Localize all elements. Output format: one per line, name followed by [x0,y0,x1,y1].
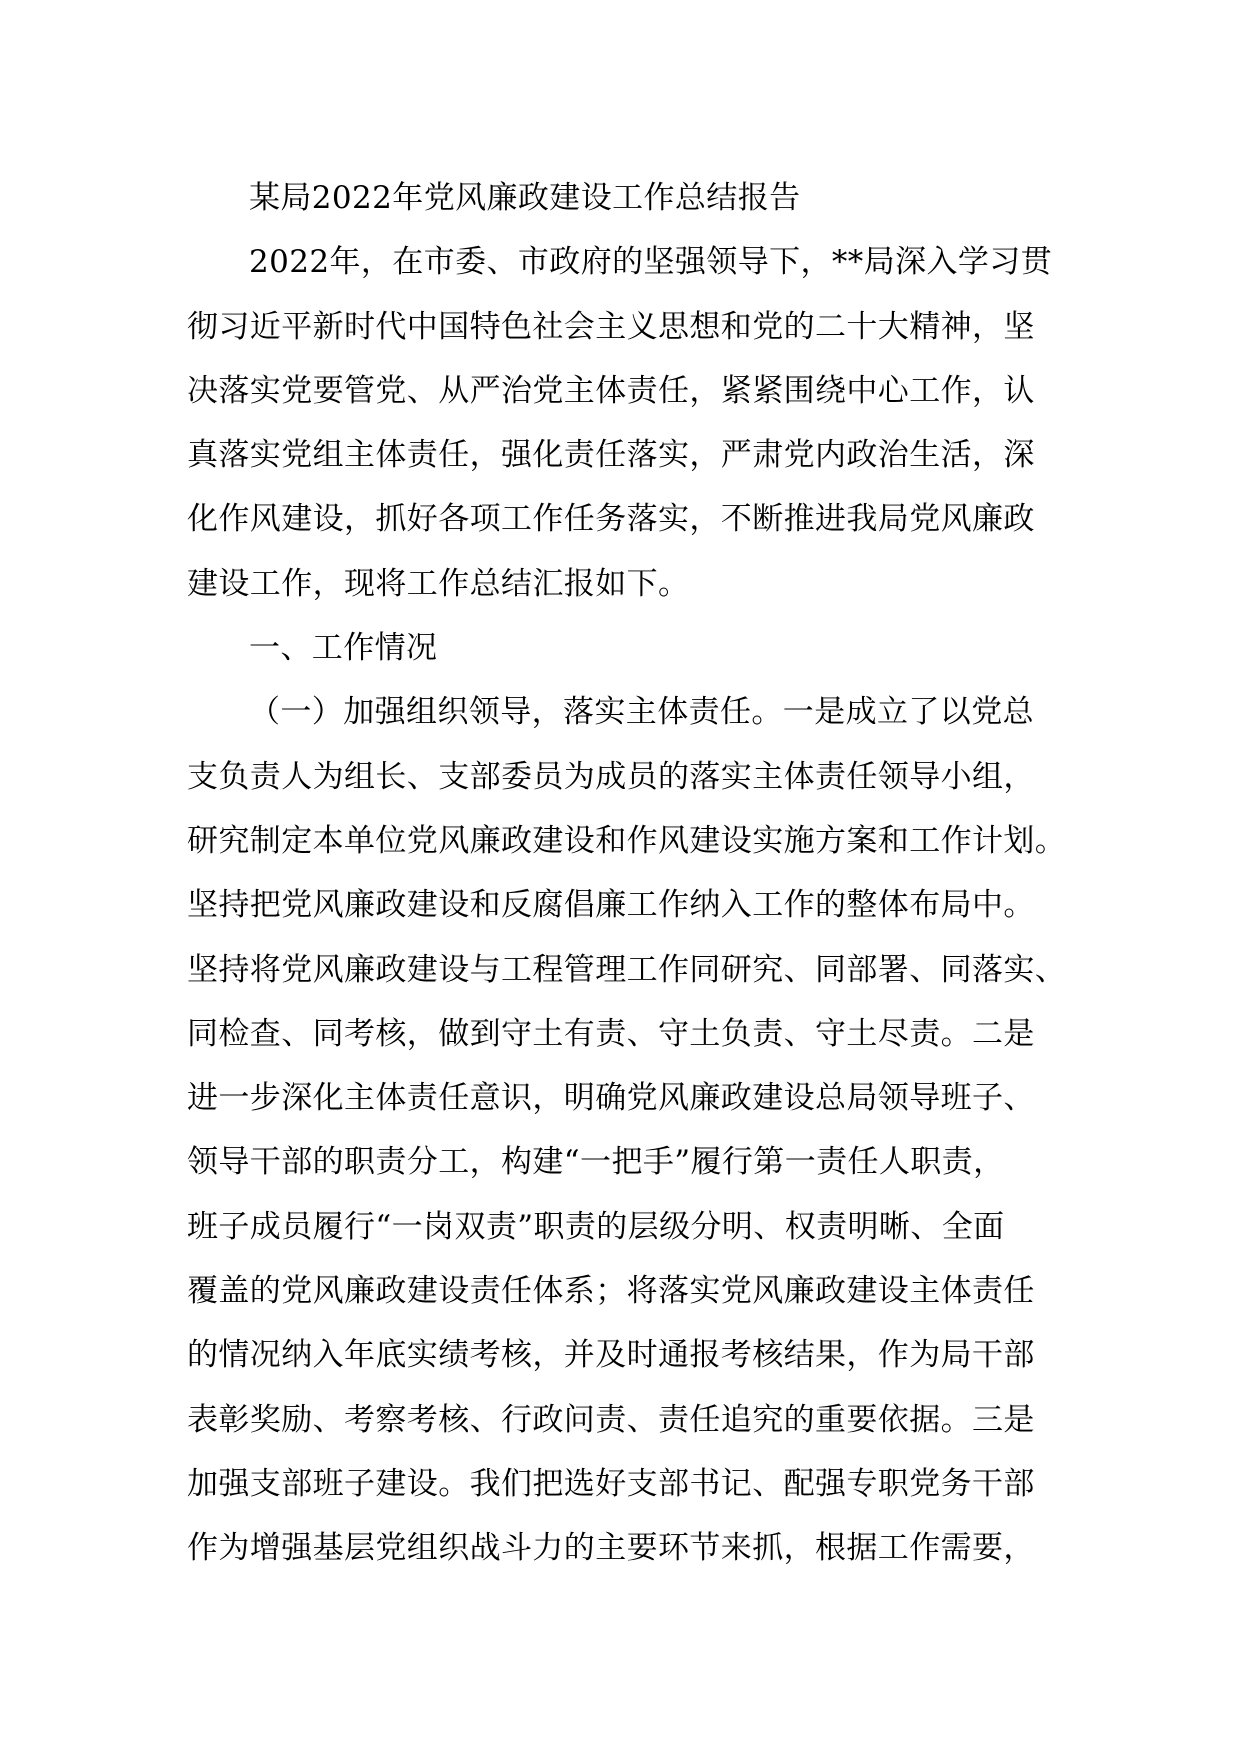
paragraph-line: 建设工作，现将工作总结汇报如下。 [187,565,690,602]
section-paragraph [187,680,1067,1580]
paragraph-line: （一）加强组织领导，落实主体责任。一是成立了以党总 [249,694,1034,731]
document-title: 某局2022年党风廉政建设工作总结报告 [249,180,801,216]
paragraph-line: 领导干部的职责分工，构建“一把手”履行第一责任人职责， [187,1144,1005,1181]
document-body [187,166,1067,1581]
paragraph-line: 的情况纳入年底实绩考核，并及时通报考核结果，作为局干部 [187,1337,1035,1374]
paragraph-line: 同检查、同考核，做到守土有责、守土负责、守土尽责。二是 [187,1015,1035,1052]
paragraph-line: 坚持将党风廉政建设与工程管理工作同研究、同部署、同落实、 [187,951,1067,988]
paragraph-line: 2022年，在市委、市政府的坚强领导下，**局深入学习贯 [249,244,1053,281]
paragraph-line: 研究制定本单位党风廉政建设和作风建设实施方案和工作计划。 [187,822,1067,859]
paragraph-line: 决落实党要管党、从严治党主体责任，紧紧围绕中心工作，认 [187,372,1035,409]
intro-paragraph [187,230,1067,616]
paragraph-line: 作为增强基层党组织战斗力的主要环节来抓，根据工作需要， [187,1530,1035,1567]
paragraph-line: 真落实党组主体责任，强化责任落实，严肃党内政治生活，深 [187,437,1035,474]
paragraph-line: 支负责人为组长、支部委员为成员的落实主体责任领导小组， [187,758,1035,795]
paragraph-line: 进一步深化主体责任意识，明确党风廉政建设总局领导班子、 [187,1080,1035,1117]
paragraph-line: 化作风建设，抓好各项工作任务落实，不断推进我局党风廉政 [187,501,1035,538]
paragraph-line: 班子成员履行“一岗双责”职责的层级分明、权责明晰、全面 [187,1208,1005,1245]
paragraph-line: 坚持把党风廉政建设和反腐倡廉工作纳入工作的整体布局中。 [187,887,1035,924]
section-heading: 一、工作情况 [249,630,438,667]
paragraph-line: 彻习近平新时代中国特色社会主义思想和党的二十大精神，坚 [187,308,1035,345]
paragraph-line: 加强支部班子建设。我们把选好支部书记、配强专职党务干部 [187,1465,1035,1502]
paragraph-line: 表彰奖励、考察考核、行政问责、责任追究的重要依据。三是 [187,1401,1035,1438]
paragraph-line: 覆盖的党风廉政建设责任体系；将落实党风廉政建设主体责任 [187,1273,1035,1310]
